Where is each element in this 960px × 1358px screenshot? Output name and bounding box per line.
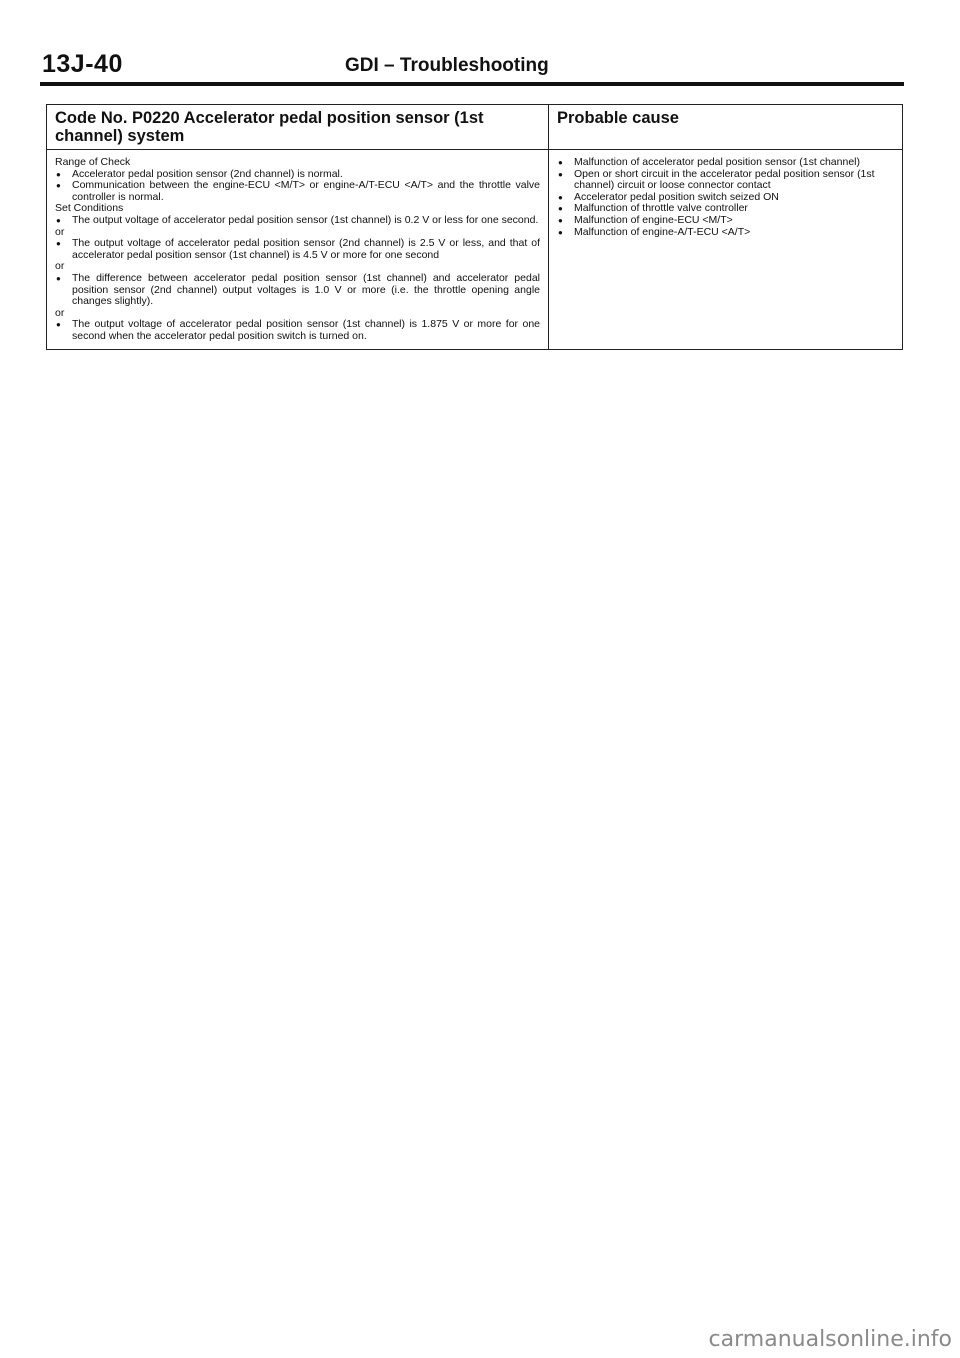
list-item: ● Malfunction of accelerator pedal position sensor (1st channel) <box>557 157 894 169</box>
set-conditions-list-3 <box>55 273 540 308</box>
table-body-row <box>47 150 903 350</box>
table-header-row <box>47 105 903 150</box>
list-item: ● Open or short circuit in the accelerator pedal position sensor (1st channel) circuit or loose connector contact <box>557 169 894 192</box>
or-separator: or <box>55 225 65 238</box>
page-number: 13J-40 <box>42 50 123 78</box>
probable-cause-cell <box>549 150 903 350</box>
watermark: carmanualsonline.info <box>708 1327 952 1352</box>
list-item: ● Accelerator pedal position switch seized ON <box>557 192 894 204</box>
list-item: ● Malfunction of engine-A/T-ECU <A/T> <box>557 227 894 239</box>
list-item: ● The output voltage of accelerator pedal position sensor (2nd channel) is 2.5 V or less, and that of accelerator pedal position sensor (1st channel) is 4.5 V or more for one second <box>55 238 540 261</box>
list-item: ● The output voltage of accelerator pedal position sensor (1st channel) is 0.2 V or less for one second. <box>55 215 540 227</box>
or-separator: or <box>55 260 65 273</box>
range-of-check-label: Range of Check <box>55 156 131 168</box>
range-of-check-list <box>55 169 540 204</box>
or-separator: or <box>55 306 65 319</box>
probable-cause-list <box>557 157 894 238</box>
list-item: ● Malfunction of engine-ECU <M/T> <box>557 215 894 227</box>
list-item: ● Malfunction of throttle valve controller <box>557 203 894 215</box>
code-heading: Code No. P0220 Accelerator pedal position sensor (1st channel) system <box>47 105 549 150</box>
list-item: ● The difference between accelerator pedal position sensor (1st channel) and accelerator pedal position sensor (2nd channel) output voltages is 1.0 V or more (i.e. the throttle opening angle changes slightly). <box>55 273 540 308</box>
page-header <box>40 50 900 80</box>
page-title: GDI – Troubleshooting <box>345 55 549 76</box>
header-rule <box>40 82 904 86</box>
list-item: ● The output voltage of accelerator pedal position sensor (1st channel) is 1.875 V or more for one second when the accelerator pedal position switch is turned on. <box>55 319 540 342</box>
set-conditions-list-1 <box>55 215 540 227</box>
probable-cause-heading: Probable cause <box>549 105 903 150</box>
check-conditions-cell <box>47 150 549 350</box>
set-conditions-label: Set Conditions <box>55 202 124 215</box>
set-conditions-list-4 <box>55 319 540 342</box>
set-conditions-list-2 <box>55 238 540 261</box>
list-item: ● Communication between the engine-ECU <M/T> or engine-A/T-ECU <A/T> and the throttle valve controller is normal. <box>55 180 540 203</box>
list-item: ● Accelerator pedal position sensor (2nd channel) is normal. <box>55 169 540 181</box>
troubleshooting-table <box>46 104 903 350</box>
